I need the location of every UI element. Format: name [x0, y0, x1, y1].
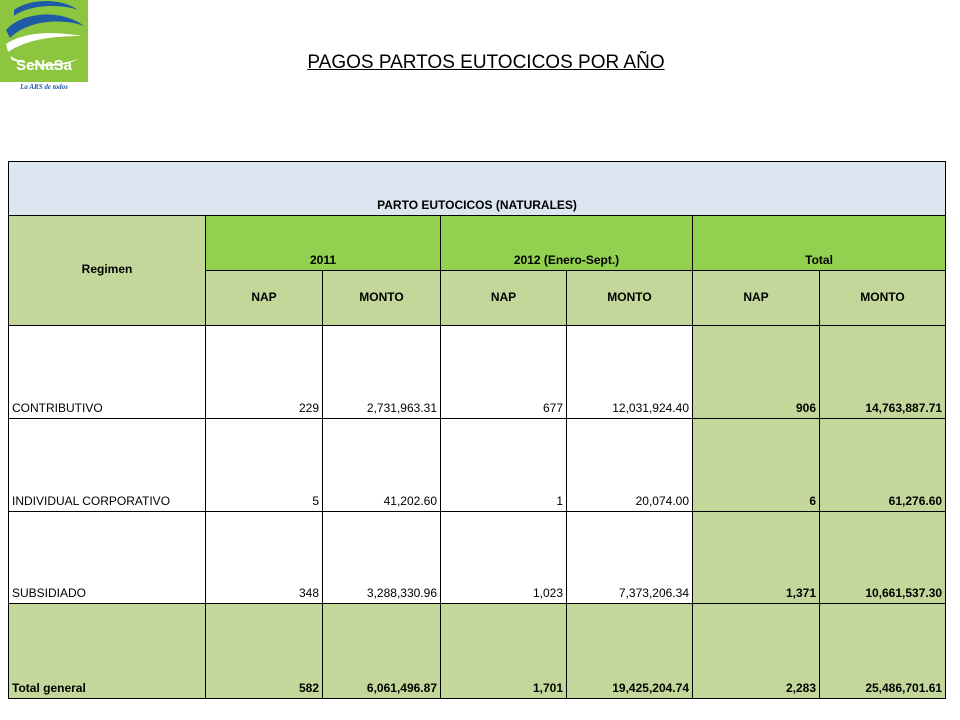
- cell-nap-2011: 5: [206, 419, 323, 512]
- row-name: INDIVIDUAL CORPORATIVO: [9, 419, 206, 512]
- subheader-monto-2011: MONTO: [323, 271, 441, 326]
- cell-nap-total: 1,371: [693, 512, 820, 604]
- subheader-monto-2012: MONTO: [567, 271, 693, 326]
- total-monto-2011: 6,061,496.87: [323, 604, 441, 699]
- table-row: [9, 512, 946, 604]
- cell-monto-total: 14,763,887.71: [820, 326, 946, 419]
- cell-monto-2012: 7,373,206.34: [567, 512, 693, 604]
- cell-monto-2011: 41,202.60: [323, 419, 441, 512]
- subheader-nap-total: NAP: [693, 271, 820, 326]
- table-caption: PARTO EUTOCICOS (NATURALES): [9, 162, 946, 216]
- cell-nap-total: 6: [693, 419, 820, 512]
- row-name: SUBSIDIADO: [9, 512, 206, 604]
- cell-monto-2011: 3,288,330.96: [323, 512, 441, 604]
- regimen-header: Regimen: [9, 216, 206, 326]
- logo-brand-text: SeNaSa: [16, 57, 72, 74]
- table-row: [9, 419, 946, 512]
- cell-monto-2012: 20,074.00: [567, 419, 693, 512]
- cell-monto-2012: 12,031,924.40: [567, 326, 693, 419]
- total-label: Total general: [9, 604, 206, 699]
- subheader-monto-total: MONTO: [820, 271, 946, 326]
- subheader-nap-2011: NAP: [206, 271, 323, 326]
- year-header-2011: 2011: [206, 216, 441, 271]
- total-nap-2012: 1,701: [441, 604, 567, 699]
- total-monto-2012: 19,425,204.74: [567, 604, 693, 699]
- cell-nap-2012: 677: [441, 326, 567, 419]
- cell-monto-total: 10,661,537.30: [820, 512, 946, 604]
- table-row: [9, 326, 946, 419]
- logo-tagline: La ARS de todos: [20, 83, 68, 91]
- total-nap-2011: 582: [206, 604, 323, 699]
- partos-table: [8, 161, 946, 699]
- page-title: PAGOS PARTOS EUTOCICOS POR AÑO: [307, 52, 665, 73]
- cell-nap-2012: 1,023: [441, 512, 567, 604]
- cell-nap-total: 906: [693, 326, 820, 419]
- subheader-nap-2012: NAP: [441, 271, 567, 326]
- total-row: [9, 604, 946, 699]
- cell-nap-2011: 348: [206, 512, 323, 604]
- year-header-2012: 2012 (Enero-Sept.): [441, 216, 693, 271]
- year-header-total: Total: [693, 216, 946, 271]
- total-monto-total: 25,486,701.61: [820, 604, 946, 699]
- cell-monto-total: 61,276.60: [820, 419, 946, 512]
- cell-monto-2011: 2,731,963.31: [323, 326, 441, 419]
- cell-nap-2011: 229: [206, 326, 323, 419]
- total-nap-total: 2,283: [693, 604, 820, 699]
- cell-nap-2012: 1: [441, 419, 567, 512]
- row-name: CONTRIBUTIVO: [9, 326, 206, 419]
